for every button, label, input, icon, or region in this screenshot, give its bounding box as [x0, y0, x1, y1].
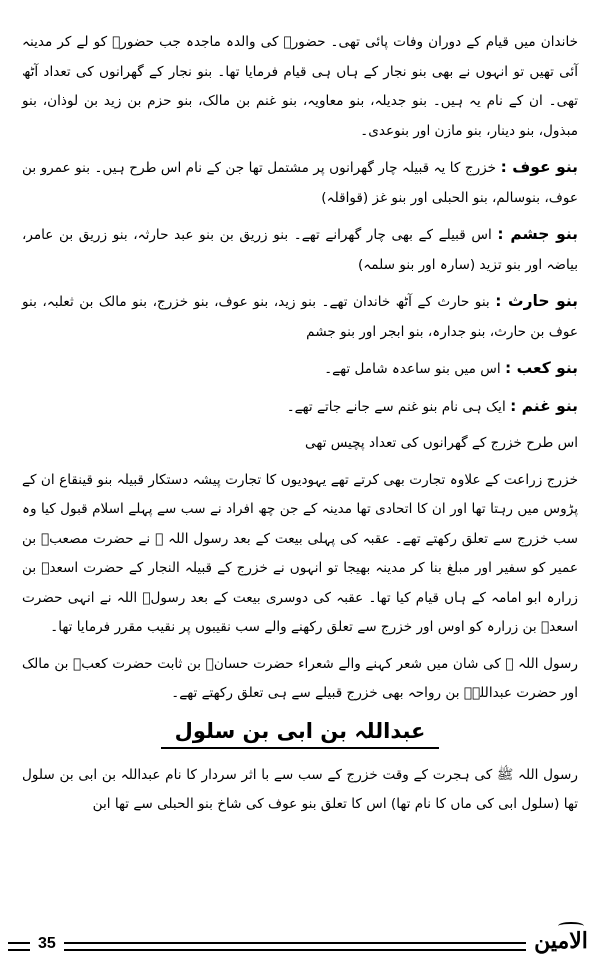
term-banu-harith: بنو حارث :: [495, 292, 578, 310]
page-body: [22, 28, 578, 827]
page-footer: [8, 930, 592, 960]
paragraph-banu-jusham: [22, 220, 578, 280]
section-heading: عبداللہ بن ابی بن سلول: [161, 719, 440, 749]
footer-rule: [8, 942, 526, 951]
paragraph-abdullah-ibn-ubayy: رسول اللہ ﷺ کی ہجرت کے وقت خزرج کے سب سے با اثر سردار کا نام عبداللہ بن ابی بن سلول تھا (سلول ابی کی ماں کا نام تھا) اس کا تعلق بنو عوف کی شاخ بنو الحبلی سے تھا ابن: [22, 766, 578, 812]
paragraph-banu-kaab: [22, 354, 578, 385]
paragraph-banu-awf: [22, 153, 578, 213]
page-number: 35: [30, 930, 64, 958]
paragraph-poets: رسول اللہ ﷺ کی شان میں شعر کہنے والے شعراء حضرت حسانؓ بن ثابت حضرت کعبؓ بن مالک اور حضرت عبداللہؓ بن رواحہ بھی خزرج قبیلے سے ہی تعلق رکھتے تھے۔: [22, 655, 578, 701]
publisher-logo: [530, 924, 592, 960]
paragraph-banu-ghanm: [22, 392, 578, 423]
paragraph-banu-harith: [22, 287, 578, 347]
section-heading-wrap: [22, 719, 578, 749]
logo-text: الامین: [534, 928, 588, 954]
term-banu-kaab: بنو کعب :: [504, 359, 578, 377]
text-banu-harith: بنو حارث کے آٹھ خاندان تھے۔ بنو زید، بنو عوف، بنو خزرج، بنو مالک بن ثعلبہ، بنو عوف بن حارث، بنو جدارہ، بنو ابجر اور بنو جشم: [22, 294, 578, 340]
text-banu-kaab: اس میں بنو ساعدہ شامل تھے۔: [324, 361, 501, 377]
text-banu-jusham: اس قبیلے کے بھی چار گھرانے تھے۔ بنو زریق بن بنو عبد حارثہ، بنو زریق بن عامر، بیاضہ اور بنو تزید (سارہ اور بنو سلمہ): [22, 227, 578, 273]
logo-ornament-icon: [558, 922, 584, 930]
paragraph-banu-najjar: خاندان میں قیام کے دوران وفات پائی تھی۔ حضورؐ کی والدہ ماجدہ جب حضورؐ کو لے کر مدینہ آئی تھیں تو انہوں نے بھی بنو نجار کے ہاں ہی قیام فرمایا تھا۔ بنو نجار کے گھرانوں کی تعداد آٹھ تھی۔ ان کے نام یہ ہیں۔ بنو جدیلہ، بنو معاویہ، بنو غنم بن مالک، بنو حزم بن زید بن لوذان، بنو مبذول، بنو دینار، بنو مازن اور بنوعدی۔: [22, 34, 578, 139]
paragraph-total-households: اس طرح خزرج کے گھرانوں کی تعداد پچیس تھی: [305, 435, 578, 451]
term-banu-jusham: بنو جشم :: [497, 225, 578, 243]
text-banu-awf: خزرج کا یہ قبیلہ چار گھرانوں پر مشتمل تھا جن کے نام اس طرح ہیں۔ بنو عمرو بن عوف، بنوسالم، بنو الحبلی اور بنو غز (قواقلہ): [22, 160, 578, 206]
paragraph-khazraj-trade: خزرج زراعت کے علاوہ تجارت بھی کرتے تھے یہودیوں کا تجارت پیشہ دستکار قبیلہ بنو قینقاع ان کے پڑوس میں رہتا تھا اور ان کا اتحادی تھا مدینہ کے جن چھ افراد نے سب سے پہلے اسلام قبول کیا وہ سب خزرج سے تعلق رکھتے تھے۔ عقبہ کی پہلی بیعت کے بعد رسول اللہ ﷺ نے حضرت مصعبؓ بن عمیر کو سفیر اور مبلغ بنا کر مدینہ بھیجا تو انہوں نے خزرج کے قبیلہ النجار کے حضرت اسعدؓ بن زرارہ ابو امامہ کے ہاں قیام کیا تھا۔ عقبہ کی دوسری بیعت کے بعد رسولؐ اللہ نے انہی حضرت اسعدؓ بن زرارہ کو اوس اور خزرج سے تعلق رکھنے والے سب نقیبوں پر نقیب مقرر فرمایا تھا۔: [22, 471, 578, 635]
term-banu-ghanm: بنو غنم :: [510, 396, 578, 415]
text-banu-ghanm: ایک ہی نام بنو غنم سے جانے جاتے تھے۔: [286, 398, 506, 415]
term-banu-awf: بنو عوف :: [500, 158, 579, 176]
